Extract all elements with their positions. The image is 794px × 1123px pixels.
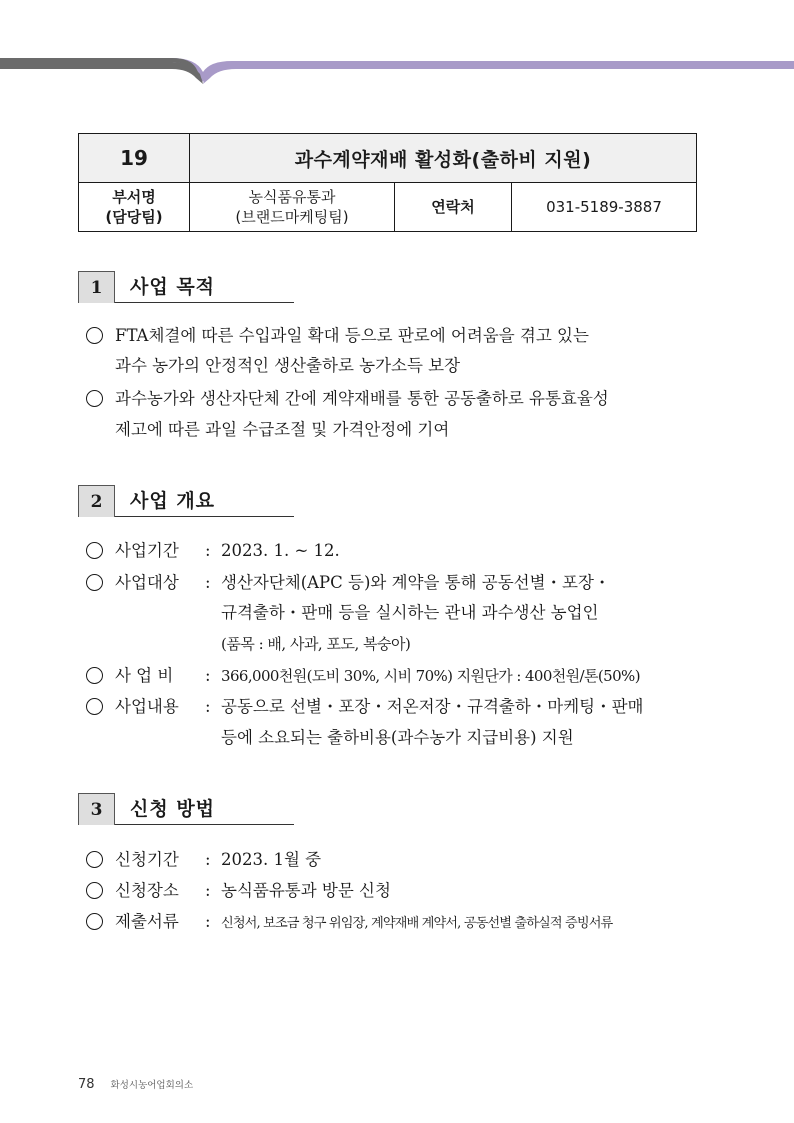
section-number: 3 (78, 793, 115, 825)
section-title: 사업 목적 (130, 276, 216, 298)
purpose-bullet-1-cont: 과수 농가의 안정적인 생산출하로 농가소득 보장 (115, 356, 461, 375)
page-footer (78, 1077, 193, 1092)
circle-bullet-icon (86, 698, 103, 715)
circle-bullet-icon (86, 667, 103, 684)
contact-value: 031-5189-3887 (512, 183, 697, 232)
apply-period: 신청기간 : 2023. 1월 중 (86, 847, 321, 873)
section-apply (78, 793, 294, 825)
overview-period: 사업기간 : 2023. 1. ~ 12. (86, 538, 340, 564)
circle-bullet-icon (86, 851, 103, 868)
circle-bullet-icon (86, 882, 103, 899)
purpose-bullet-2: 과수농가와 생산자단체 간에 계약재배를 통한 공동출하로 유통효율성 (86, 386, 609, 412)
overview-content: 사업내용 : 공동으로 선별・포장・저온저장・규격출하・마케팅・판매 (86, 694, 643, 720)
circle-bullet-icon (86, 542, 103, 559)
project-info-table (78, 133, 697, 232)
section-title: 신청 방법 (130, 798, 216, 820)
circle-bullet-icon (86, 574, 103, 591)
section-number: 2 (78, 485, 115, 517)
overview-target-cont-2: (품목 : 배, 사과, 포도, 복숭아) (221, 635, 411, 653)
section-number: 1 (78, 271, 115, 303)
project-title: 과수계약재배 활성화(출하비 지원) (190, 134, 697, 183)
section-overview (78, 485, 294, 517)
circle-bullet-icon (86, 913, 103, 930)
dept-label: 부서명 (담당팀) (79, 183, 190, 232)
purpose-bullet-2-cont: 제고에 따른 과일 수급조절 및 가격안정에 기여 (115, 420, 450, 439)
apply-docs: 제출서류 : 신청서, 보조금 청구 위임장, 계약재배 계약서, 공동선별 출하실적 증빙서류 (86, 909, 612, 935)
circle-bullet-icon (86, 390, 103, 407)
overview-target-cont-1: 규격출하・판매 등을 실시하는 관내 과수생산 농업인 (221, 603, 599, 622)
section-purpose (78, 271, 294, 303)
circle-bullet-icon (86, 327, 103, 344)
page-number: 78 (78, 1077, 95, 1092)
top-decorative-band (0, 58, 794, 88)
footer-org: 화성시농어업회의소 (110, 1080, 194, 1091)
dept-value: 농식품유통과 (브랜드마케팅팀) (190, 183, 395, 232)
overview-budget: 사 업 비 : 366,000천원(도비 30%, 시비 70%) 지원단가 : 400천원/톤(50%) (86, 663, 640, 689)
overview-content-cont: 등에 소요되는 출하비용(과수농가 지급비용) 지원 (221, 728, 574, 747)
purpose-bullet-1: FTA체결에 따른 수입과일 확대 등으로 판로에 어려움을 겪고 있는 (86, 323, 697, 349)
apply-place: 신청장소 : 농식품유통과 방문 신청 (86, 878, 391, 904)
section-title: 사업 개요 (130, 490, 216, 512)
project-number: 19 (79, 134, 190, 183)
contact-label: 연락처 (395, 183, 512, 232)
overview-target: 사업대상 : 생산자단체(APC 등)와 계약을 통해 공동선별・포장・ (86, 570, 610, 596)
